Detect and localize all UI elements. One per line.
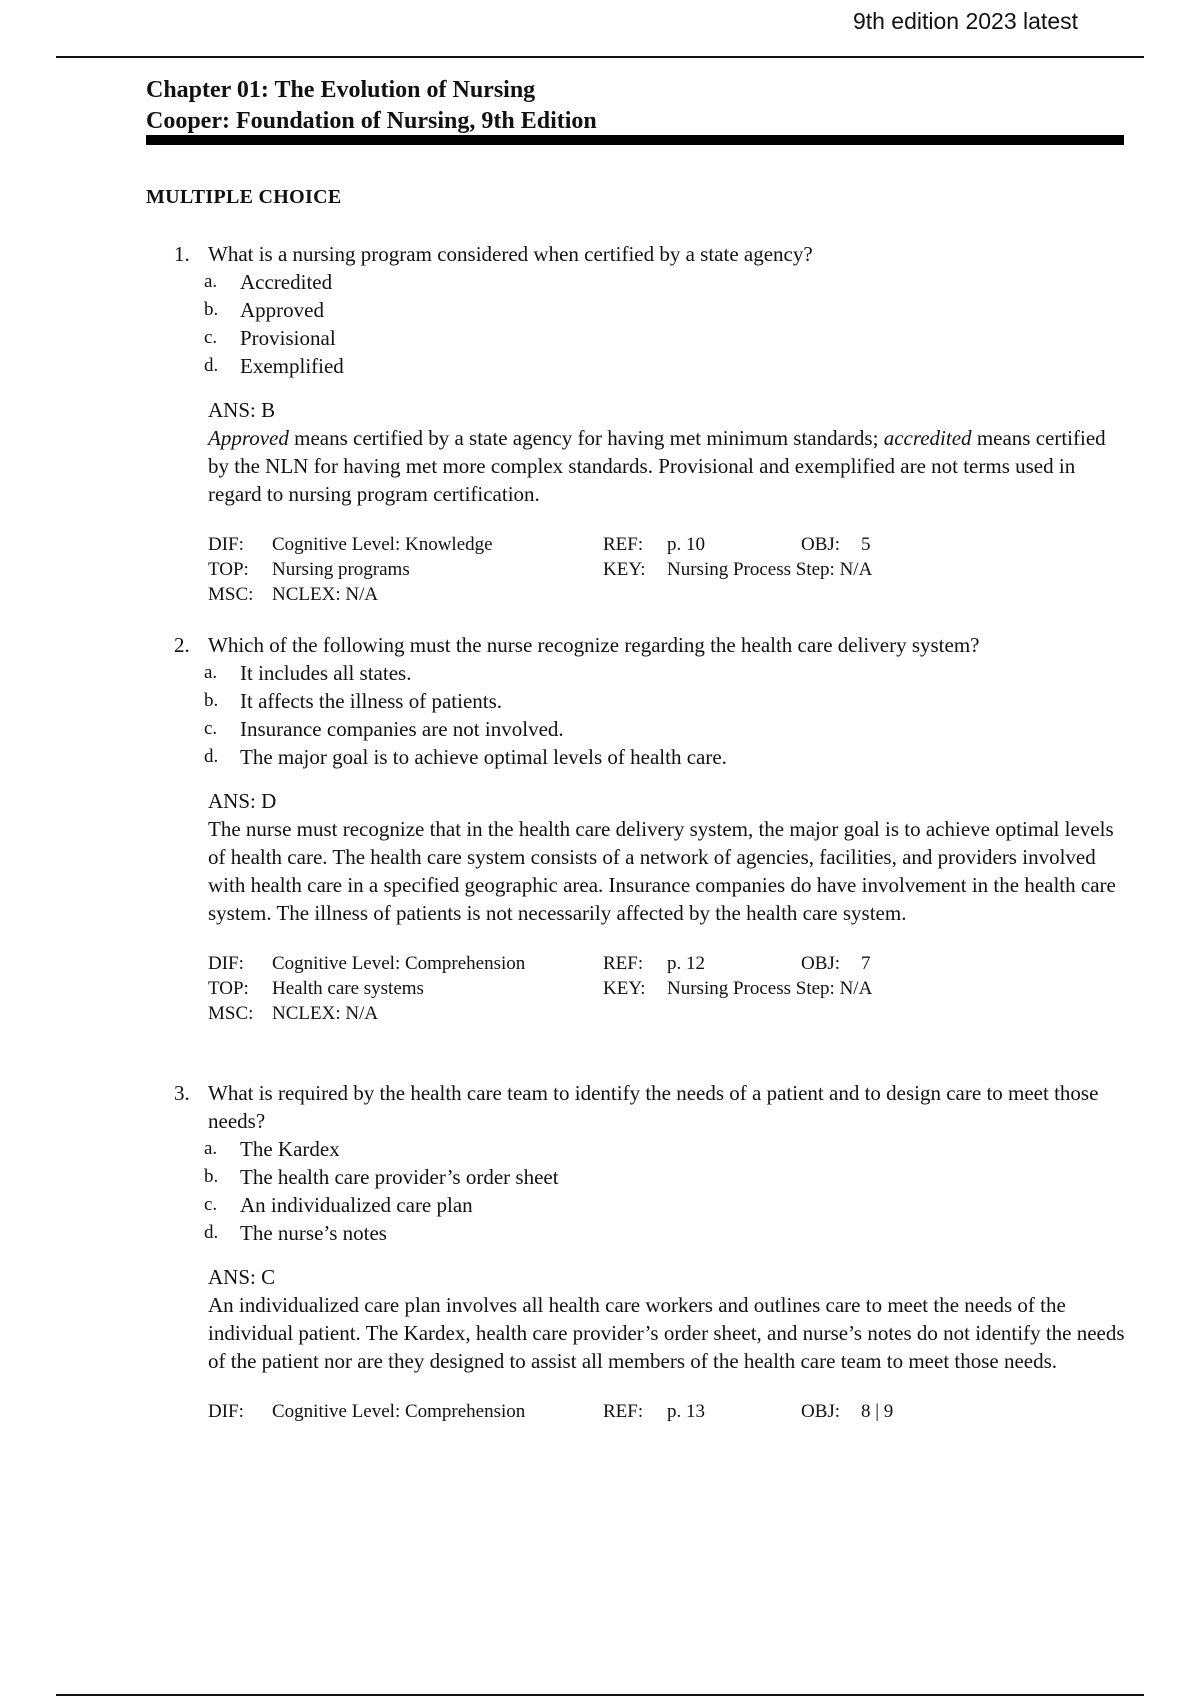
option-d: d. The major goal is to achieve optimal levels of health care. (204, 745, 727, 769)
option-a: a. The Kardex (204, 1137, 340, 1161)
book-title: Cooper: Foundation of Nursing, 9th Edition (146, 108, 597, 134)
question-number: 3. (174, 1081, 190, 1105)
question-stem: What is required by the health care team to identify the needs of a patient and to design care to meet those needs? (208, 1081, 1099, 1133)
footer-rule (56, 1694, 1144, 1696)
question-number: 1. (174, 242, 190, 266)
option-a: a. Accredited (204, 270, 333, 294)
answer-block (146, 1263, 1126, 1375)
answer-key: ANS: C (208, 1265, 276, 1289)
rationale: An individualized care plan involves all health care workers and outlines care to meet the needs of the individual patient. The Kardex, health care provider’s order sheet, and nurse’s notes do not identify the needs of the patient nor are they designed to assist all members of the health care team to meet those needs. (208, 1293, 1125, 1373)
option-d: d. The nurse’s notes (204, 1221, 387, 1245)
answer-block (146, 787, 1126, 927)
option-b: b. It affects the illness of patients. (204, 689, 503, 713)
option-b: b. Approved (204, 298, 324, 322)
answer-key: ANS: D (208, 789, 277, 813)
question-stem: What is a nursing program considered when certified by a state agency? (208, 242, 813, 266)
rationale: The nurse must recognize that in the health care delivery system, the major goal is to achieve optimal levels of health care. The health care system consists of a network of agencies, facilities, and providers involved with health care in a specified geographic area. Insurance companies do have involvement in the health care system. The illness of patients is not necessarily affected by the health care system. (208, 817, 1116, 925)
question-metadata: DIF: Cognitive Level: Knowledge REF: p. 10 OBJ: 5 TOP: Nursing programs KEY: Nursing Process Step: N/A MSC: NCLEX: N/A (208, 534, 873, 605)
heading-bar (146, 135, 1124, 145)
question-1 (146, 240, 1126, 607)
options-list (146, 659, 1126, 771)
option-c: c. Provisional (204, 326, 336, 350)
option-a: a. It includes all states. (204, 661, 412, 685)
question-metadata: DIF: Cognitive Level: Comprehension REF: p. 13 OBJ: 8 | 9 (208, 1401, 894, 1422)
options-list (146, 268, 1126, 380)
section-title: MULTIPLE CHOICE (146, 186, 342, 208)
header-rule (56, 56, 1144, 58)
options-list (146, 1135, 1126, 1247)
question-2 (146, 631, 1126, 1026)
question-3 (146, 1079, 1126, 1424)
rationale: Approved means certified by a state agency for having met minimum standards; accredited means certified by the NLN for having met more complex standards. Provisional and exemplified are not terms used in regard to nursing program certification. (208, 426, 1106, 506)
answer-key: ANS: B (208, 398, 276, 422)
question-stem: Which of the following must the nurse recognize regarding the health care delivery system? (208, 633, 980, 657)
edition-label: 9th edition 2023 latest (852, 8, 1078, 34)
question-metadata: DIF: Cognitive Level: Comprehension REF: p. 12 OBJ: 7 TOP: Health care systems KEY: Nursing Process Step: N/A MSC: NCLEX: N/A (208, 953, 873, 1024)
option-c: c. An individualized care plan (204, 1193, 473, 1217)
question-number: 2. (174, 633, 190, 657)
option-b: b. The health care provider’s order sheet (204, 1165, 559, 1189)
chapter-title: Chapter 01: The Evolution of Nursing (146, 77, 536, 103)
answer-block (146, 396, 1126, 508)
option-d: d. Exemplified (204, 354, 344, 378)
chapter-heading (146, 75, 1124, 137)
option-c: c. Insurance companies are not involved. (204, 717, 564, 741)
